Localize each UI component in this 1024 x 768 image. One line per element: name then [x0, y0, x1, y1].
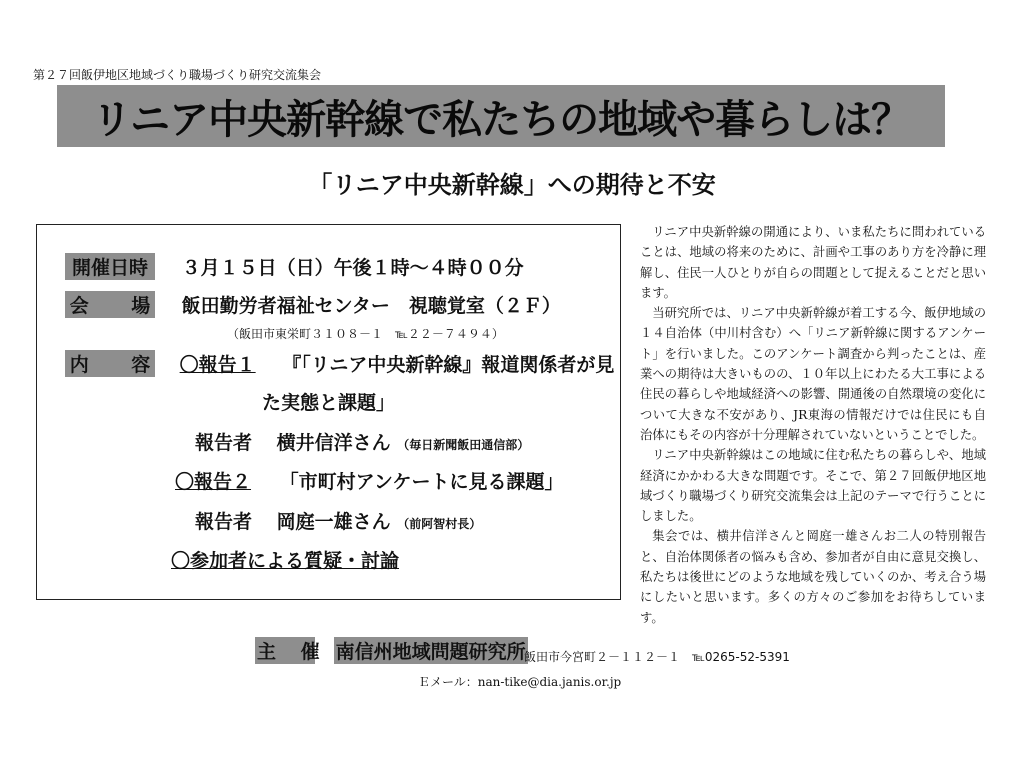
date-value: ３月１５日（日）午後１時～４時００分	[181, 257, 524, 279]
report1-affiliation: （毎日新聞飯田通信部）	[397, 438, 530, 452]
sponsor-organization: 南信州地域問題研究所	[334, 637, 528, 664]
body-paragraph: リニア中央新幹線の開通により、いま私たちに問われていることは、地域の将来のために、計画や工事のあり方を冷静に理解し、住民一人ひとりが自らの問題として捉えることだと思います。	[640, 225, 986, 300]
main-title	[57, 85, 945, 147]
report1-label: 〇報告１	[179, 354, 256, 376]
report1-title-line1: 『「リニア中央新幹線』報道関係者が見	[282, 354, 615, 376]
main-title-text: リニア中央新幹線で私たちの地域や暮らしは？	[91, 96, 911, 143]
content-row	[65, 350, 614, 377]
report2-row	[175, 467, 564, 494]
sponsor-address: 飯田市今宮町２－１１２－１ ℡0265-52-5391	[524, 650, 790, 664]
subtitle: 「リニア中央新幹線」への期待と不安	[308, 171, 716, 199]
report1-presenter-row	[195, 428, 529, 455]
sponsor-label: 主 催	[255, 637, 315, 664]
body-paragraph: リニア中央新幹線はこの地域に住む私たちの暮らしや、地域経済にかかわる大きな問題です。そこで、第２７回飯伊地区地域づくり職場づくり研究交流集会は上記のテーマで行うことにしました。	[640, 448, 986, 524]
report2-presenter: 岡庭一雄さん	[276, 511, 391, 533]
report2-presenter-label: 報告者	[195, 511, 253, 533]
report1-presenter: 横井信洋さん	[276, 432, 391, 454]
content-label: 内 容	[65, 350, 155, 377]
report1-presenter-label: 報告者	[195, 432, 253, 454]
venue-value: 飯田勤労者福祉センター 視聴覚室（２Ｆ）	[181, 295, 561, 317]
venue-address: （飯田市東栄町３１０８－１ ℡２２－７４９４）	[227, 327, 504, 341]
event-info-box	[36, 224, 621, 600]
sponsor-row	[255, 637, 528, 664]
date-label: 開催日時	[65, 253, 155, 280]
report2-label: 〇報告２	[175, 471, 252, 493]
discussion: 〇参加者による質疑・討論	[171, 550, 400, 572]
report1-title-line2: た実態と課題」	[262, 392, 396, 414]
report2-title: 「市町村アンケートに見る課題」	[279, 471, 564, 493]
report2-presenter-row	[195, 507, 481, 534]
body-paragraph: 当研究所では、リニア中央新幹線が着工する今、飯伊地域の１４自治体（中川村含む）へ「リニア新幹線に関するアンケート」を行いました。このアンケート調査から判ったことは、産業への期待は大きいものの、１０年以上にわたる大工事による住民の暮らしや地域経済への影響、開通後の自然環境の変化について大きな不安があり、JR東海の情報だけでは住民にも自治体にもその内容が十分理解されていないということでした。	[640, 306, 986, 442]
venue-label: 会 場	[65, 291, 155, 318]
sponsor-email: Ｅメール：nan-tike@dia.janis.or.jp	[418, 675, 622, 689]
event-label: 第２７回飯伊地区地域づくり職場づくり研究交流集会	[33, 68, 322, 82]
venue-row	[65, 291, 561, 318]
body-text	[640, 222, 986, 628]
date-row	[65, 253, 524, 280]
report2-affiliation: （前阿智村長）	[397, 517, 482, 531]
body-paragraph: 集会では、横井信洋さんと岡庭一雄さんお二人の特別報告と、自治体関係者の悩みも含め、参加者が自由に意見交換し、私たちは後世にどのような地域を残していくのか、考え合う場にしたいと思います。多くの方々のご参加をお待ちしています。	[640, 529, 986, 625]
